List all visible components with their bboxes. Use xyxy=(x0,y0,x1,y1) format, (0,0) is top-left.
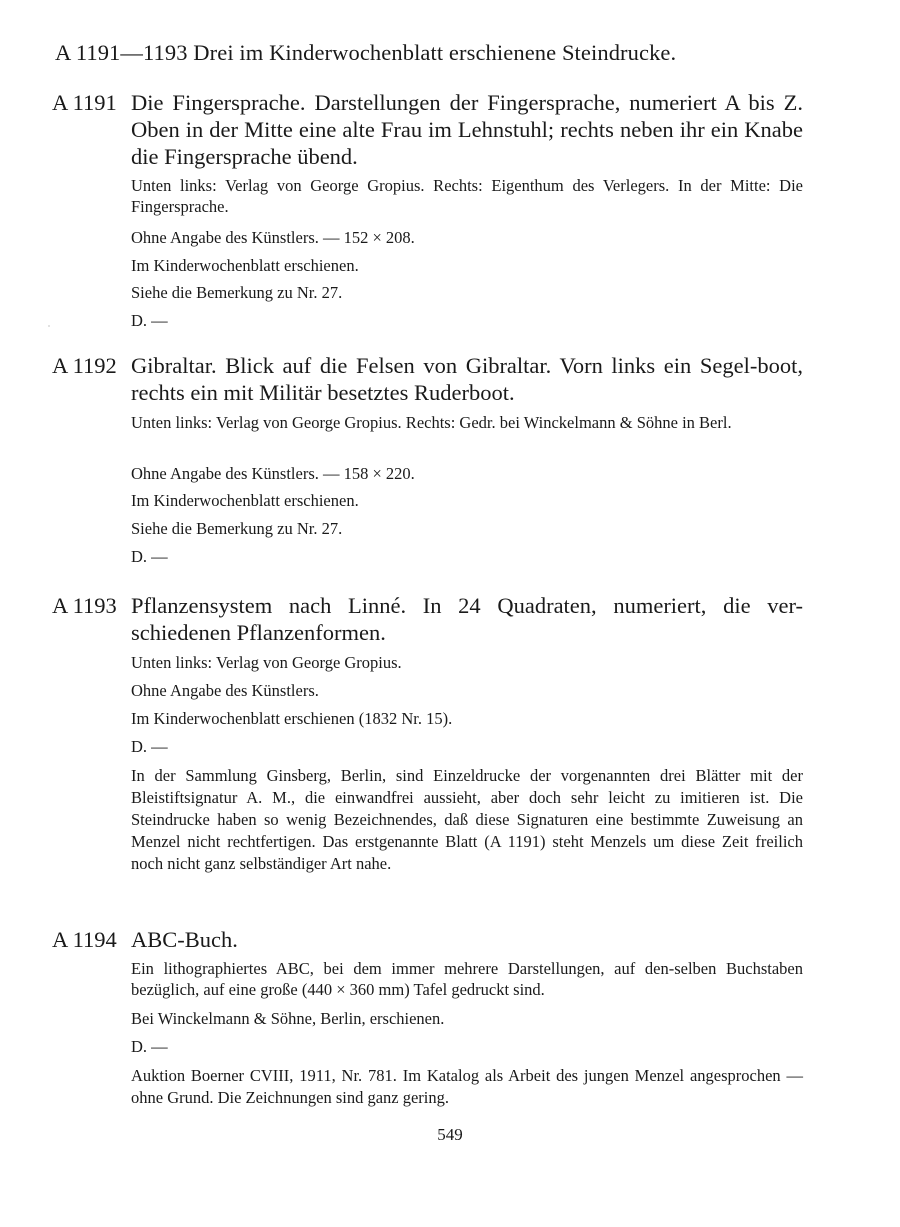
publication-line: Im Kinderwochenblatt erschienen (1832 Nr. 15). xyxy=(131,709,453,728)
inscription-line: Unten links: Verlag von George Gropius. Rechts: Gedr. bei Winckelmann & Söhne in Berl. xyxy=(131,413,732,432)
d-line: D. — xyxy=(131,737,168,756)
commentary-paragraph: In der Sammlung Ginsberg, Berlin, sind Einzeldrucke der vorgenannten drei Blätter mit der Bleistiftsignatur A. M., die einwandfrei aussieht, aber doch sehr leicht zu imitieren ist. Die Steindrucke haben so wenig Bezeichnendes, daß diese Signaturen eine bestimmte Zuweisung an Menzel nicht rechtfertigen. Das erstgenannte Blatt (A 1191) steht Menzels um diese Zeit freilich noch nicht ganz selbständiger Art nahe. xyxy=(131,766,803,873)
dimensions-line: Ohne Angabe des Künstlers. xyxy=(131,681,319,700)
reference-line: Siehe die Bemerkung zu Nr. 27. xyxy=(131,283,343,302)
inscription-line: Unten links: Verlag von George Gropius. Rechts: Eigenthum des Verlegers. In der Mitte: Die Fingersprache. xyxy=(131,176,803,216)
d-line: D. — xyxy=(131,547,168,566)
group-heading: A 1191—1193 Drei im Kinderwochenblatt erschienene Steindrucke. xyxy=(55,40,677,65)
publication-line: Bei Winckelmann & Söhne, Berlin, erschienen. xyxy=(131,1009,445,1028)
dimensions-line: Ohne Angabe des Künstlers. — 152 × 208. xyxy=(131,228,415,247)
paper-speck xyxy=(48,325,50,327)
reference-line: Siehe die Bemerkung zu Nr. 27. xyxy=(131,519,343,538)
dimensions-line: Ohne Angabe des Künstlers. — 158 × 220. xyxy=(131,464,415,483)
entry-number: A 1194 xyxy=(52,927,117,952)
publication-line: Im Kinderwochenblatt erschienen. xyxy=(131,256,359,275)
description-line: Ein lithographiertes ABC, bei dem immer mehrere Darstellungen, auf den-selben Buchstaben bezüglich, auf eine große (440 × 360 mm) Tafel gedruckt sind. xyxy=(131,959,803,999)
entry-number: A 1191 xyxy=(52,90,117,115)
entry-number: A 1193 xyxy=(52,593,117,618)
entry-title: Die Fingersprache. Darstellungen der Fingersprache, numeriert A bis Z. Oben in der Mitte eine alte Frau im Lehnstuhl; rechts neben ihr ein Knabe die Fingersprache übend. xyxy=(131,90,803,169)
d-line: D. — xyxy=(131,1037,168,1056)
entry-title: Gibraltar. Blick auf die Felsen von Gibraltar. Vorn links ein Segel-boot, rechts ein mit Militär besetztes Ruderboot. xyxy=(131,353,803,405)
entry-number: A 1192 xyxy=(52,353,117,378)
publication-line: Im Kinderwochenblatt erschienen. xyxy=(131,491,359,510)
commentary-paragraph: Auktion Boerner CVIII, 1911, Nr. 781. Im Katalog als Arbeit des jungen Menzel angesprochen — ohne Grund. Die Zeichnungen sind ganz gering. xyxy=(131,1066,803,1107)
entry-title: Pflanzensystem nach Linné. In 24 Quadraten, numeriert, die ver-schiedenen Pflanzenformen. xyxy=(131,593,803,645)
entry-title: ABC-Buch. xyxy=(131,927,238,952)
inscription-line: Unten links: Verlag von George Gropius. xyxy=(131,653,402,672)
d-line: D. — xyxy=(131,311,168,330)
page-number: 549 xyxy=(437,1125,463,1144)
